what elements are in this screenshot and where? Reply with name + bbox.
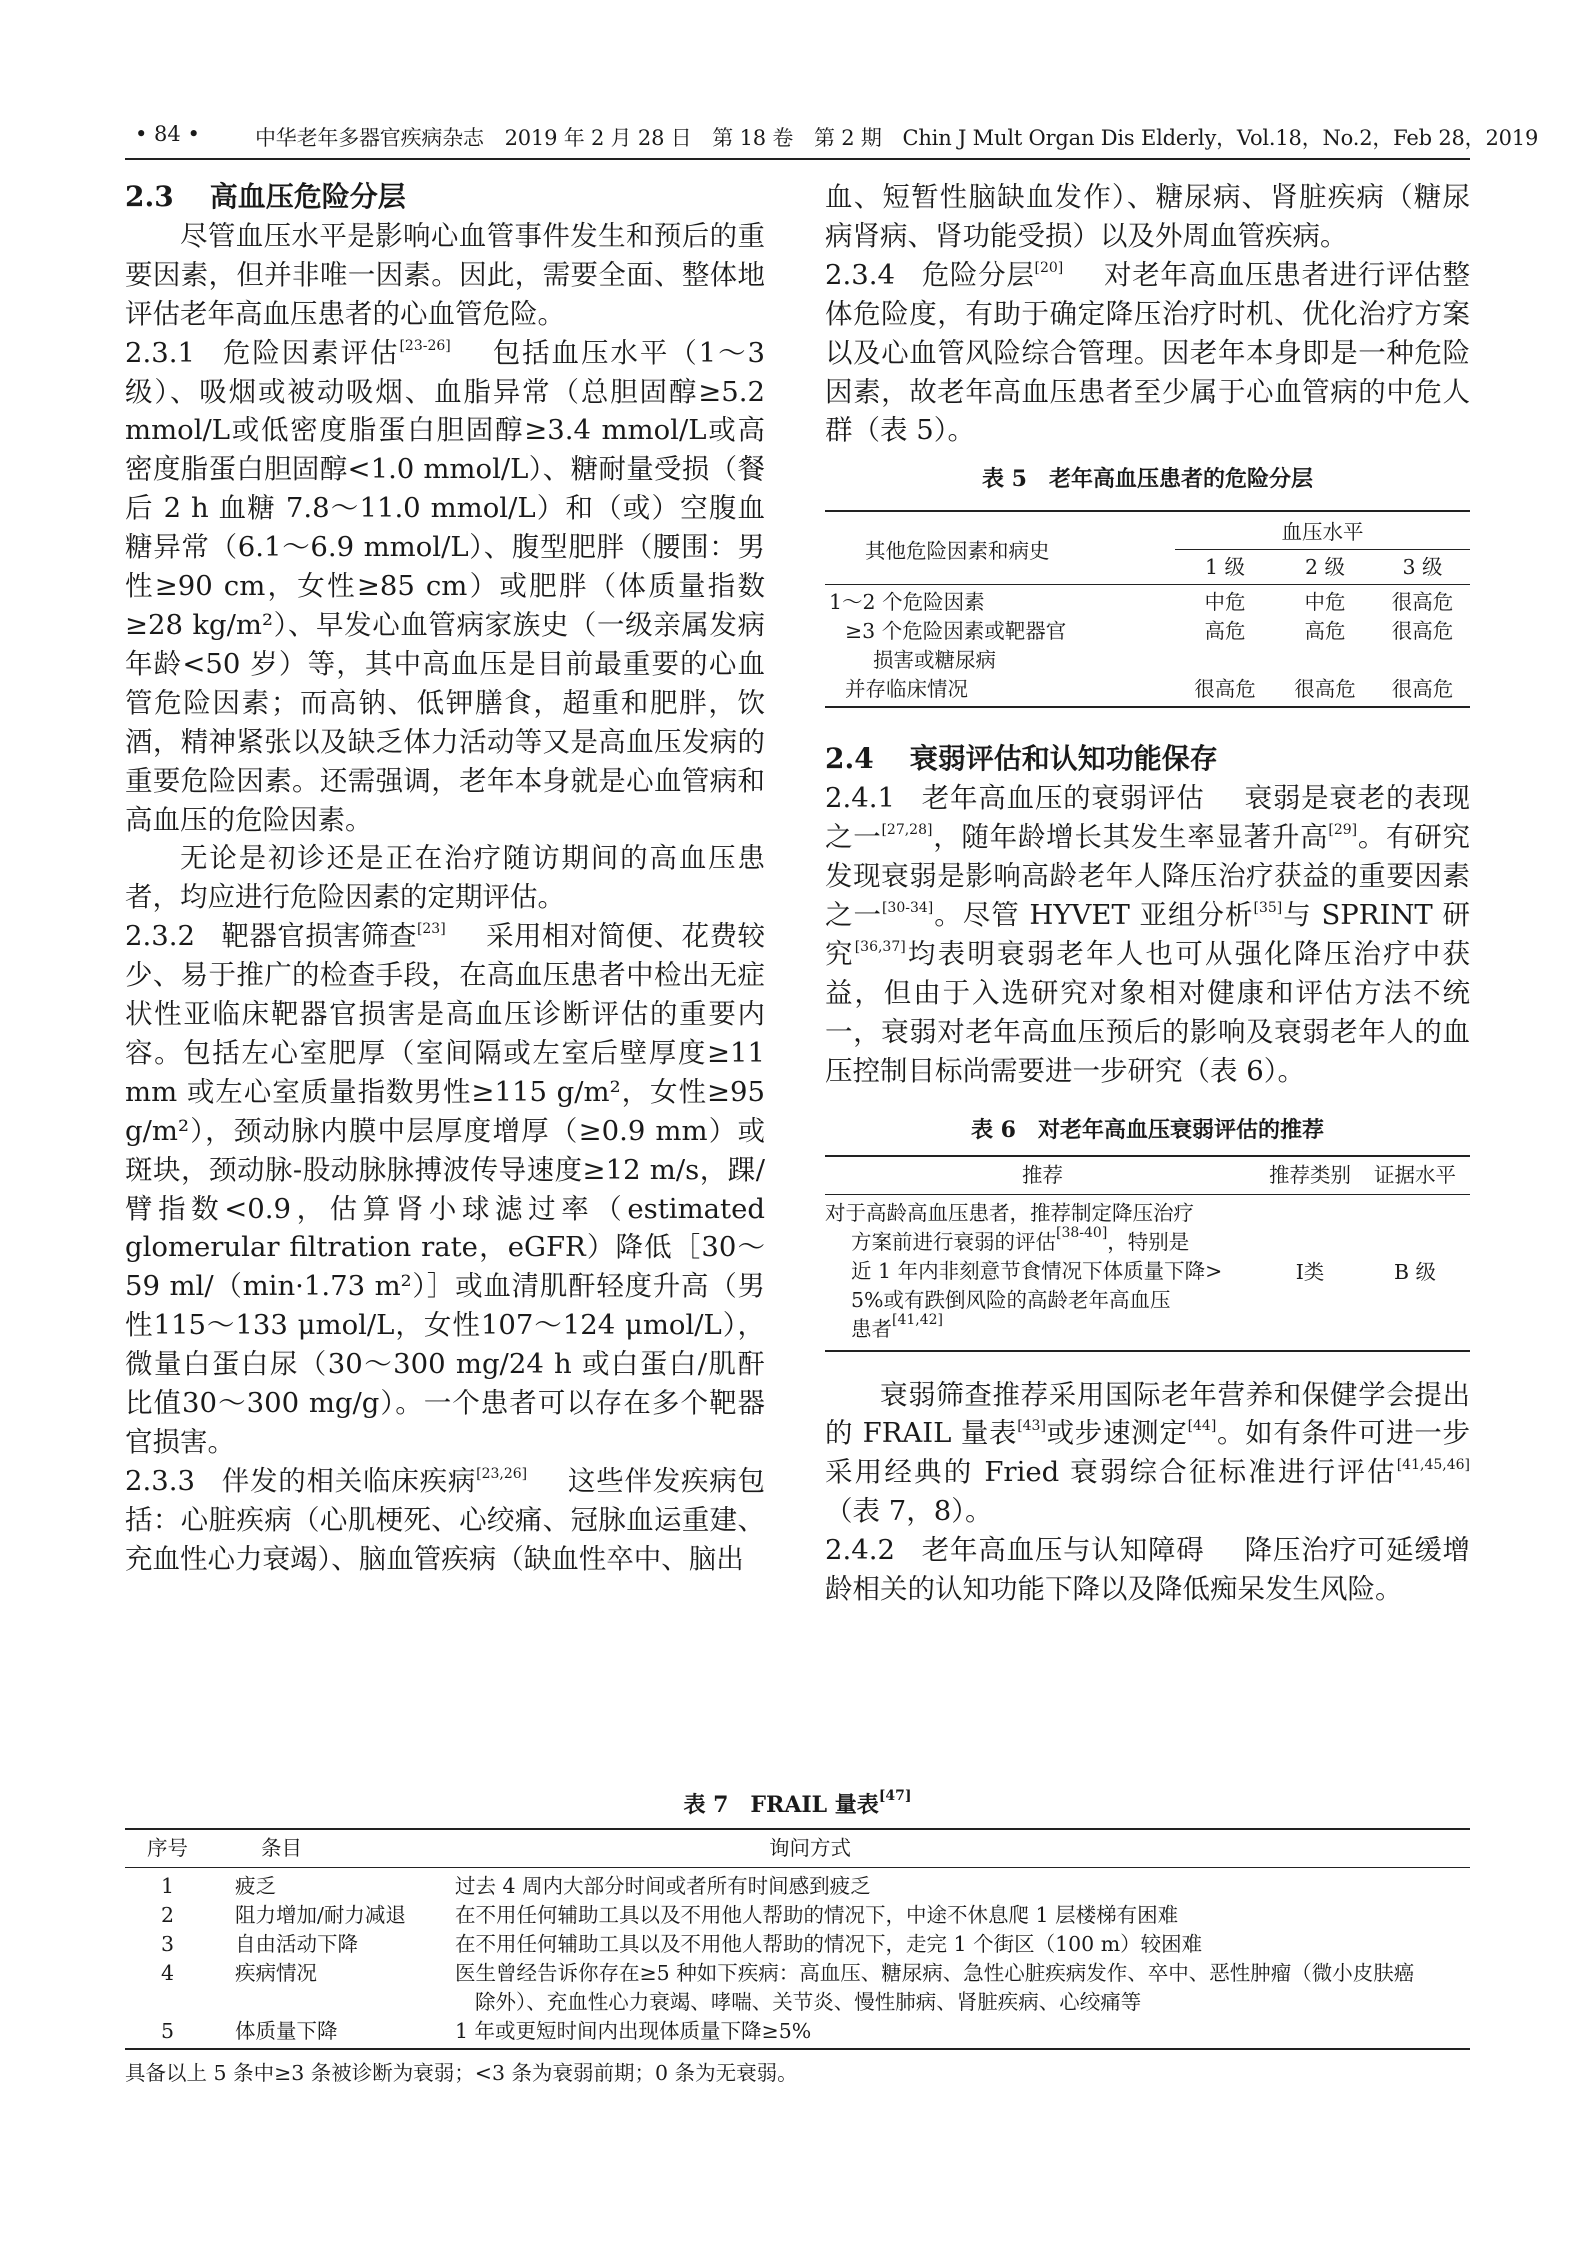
- section-2-4-2: 2.4.2 老年高血压与认知障碍 降压治疗可延缓增龄相关的认知功能下降以及降低痴呆发生风险。: [825, 1534, 1471, 1606]
- table-6-class: Ⅰ类: [1295, 1259, 1325, 1284]
- table-6-caption: 表 6 对老年高血压衰弱评估的推荐: [971, 1116, 1324, 1143]
- left-column: [125, 178, 765, 1579]
- table-5-caption: 表 5 老年高血压患者的危险分层: [982, 466, 1313, 493]
- section-2-3-3-continued: 血、短暂性脑缺血发作）、糖尿病、肾脏疾病（糖尿病肾病、肾功能受损）以及外周血管疾病。: [825, 181, 1470, 252]
- table-7-header-no: 序号: [125, 1829, 225, 1868]
- table-6-header-class: 推荐类别: [1260, 1156, 1360, 1195]
- section-2-3-1: 2.3.1 危险因素评估[23-26] 包括血压水平（1～3 级）、吸烟或被动吸烟、血脂异常（总胆固醇≥5.2 mmol/L或低密度脂蛋白胆固醇≥3.4 mmol/L或高密度脂蛋白胆固醇<1.0 mmol/L）、糖耐量受损（餐后 2 h 血糖 7.8～11.0 mmol/L）和（或）空腹血糖异常（6.1～6.9 mmol/L）、腹型肥胖（腰围：男性≥90 cm，女性≥85 cm）或肥胖（体质量指数≥28 kg/m²）、早发心血管病家族史（一级亲属发病年龄<50 岁）等，其中高血压是目前最重要的心血管危险因素；而高钠、低钾膳食，超重和肥胖，饮酒，精神紧张以及缺乏体力活动等又是高血压发病的重要危险因素。还需强调，老年本身就是心血管病和高血压的危险因素。: [125, 336, 766, 836]
- running-header: [125, 118, 1539, 160]
- citation: [23]: [416, 921, 446, 938]
- citation: [20]: [1034, 259, 1064, 276]
- table-5-level: 1 级: [1204, 555, 1246, 580]
- section-2-3-1-para2: 无论是初诊还是正在治疗随访期间的高血压患者，均应进行危险因素的定期评估。: [125, 842, 765, 914]
- table-row: 并存临床情况 很高危 很高危 很高危: [845, 677, 1454, 702]
- section-2-3-3-title: 伴发的相关临床疾病: [220, 1464, 477, 1497]
- table-row: 4 疾病情况 医生曾经告诉你存在≥5 种如下疾病：高血压、糖尿病、急性心脏疾病发作、卒中、恶性肿瘤（微小皮肤癌 除外）、充血性心力衰竭、哮喘、关节炎、慢性肺病、肾脏疾病、心绞痛等: [161, 1961, 1415, 2014]
- table-6-header-rec: 推荐: [825, 1156, 1260, 1195]
- table-7: [125, 1828, 1470, 2050]
- table-5-level: 3 级: [1402, 555, 1443, 580]
- section-2-4-1: 2.4.1 老年高血压的衰弱评估 衰弱是衰老的表现之一[27,28]，随年龄增长其发生率显著升高[29]。有研究发现衰弱是影响高龄老年人降压治疗获益的重要因素之一[30-34]。尽管 HYVET 亚组分析[35]与 SPRINT 研究[36,37]均表明衰弱老年人也可从强化降压治疗中获益，但由于入选研究对象相对健康和评估方法不统一，衰弱对老年高血压预后的影响及衰弱老年人的血压控制目标尚需要进一步研究（表 6）。: [825, 782, 1471, 1087]
- section-2-4-1-title: 老年高血压的衰弱评估: [920, 782, 1205, 815]
- section-2-3-1-title: 危险因素评估: [220, 336, 400, 369]
- table-row: 5 体质量下降 1 年或更短时间内出现体质量下降≥5%: [161, 2019, 812, 2043]
- section-2-4-2-title: 老年高血压与认知障碍: [920, 1534, 1205, 1567]
- table-row: 1～2 个危险因素 中危 中危 很高危: [825, 585, 1470, 618]
- citation: [23,26]: [476, 1465, 528, 1482]
- table-6-level: B 级: [1393, 1259, 1437, 1284]
- table-7-header-question: 询问方式: [450, 1829, 1470, 1868]
- table-row: 3 自由活动下降 在不用任何辅助工具以及不用他人帮助的情况下，走完 1 个街区（100 m）较困难: [161, 1932, 1203, 1956]
- page-number: • 84 •: [135, 122, 200, 146]
- table-6: [825, 1155, 1470, 1352]
- citation: [23-26]: [399, 337, 451, 354]
- table-row: ≥3 个危险因素或靶器官 损害或糖尿病 高危 高危 很高危: [845, 619, 1454, 673]
- table-7-footnote: 具备以上 5 条中≥3 条被诊断为衰弱；<3 条为衰弱前期；0 条为无衰弱。: [125, 2061, 798, 2085]
- section-2-4-heading: 2.4 衰弱评估和认知功能保存: [825, 742, 1218, 776]
- table-5: [825, 510, 1470, 708]
- section-2-3-4-title: 危险分层: [920, 258, 1035, 291]
- table-5-header-risk: 其他危险因素和病史: [865, 538, 1050, 563]
- table-row: 1 疲乏 过去 4 周内大部分时间或者所有时间感到疲乏: [161, 1874, 871, 1898]
- section-2-3-2: 2.3.2 靶器官损害筛查[23] 采用相对简便、花费较少、易于推广的检查手段，在高血压患者中检出无症状性亚临床靶器官损害是高血压诊断评估的重要内容。包括左心室肥厚（室间隔或左室后壁厚度≥11 mm 或左心室质量指数男性≥115 g/m²，女性≥95 g/m²），颈动脉内膜中层厚度增厚（≥0.9 mm）或斑块，颈动脉-股动脉脉搏波传导速度≥12 m/s，踝/臂指数<0.9，估算肾小球滤过率（estimated glomerular filtration rate，eGFR）降低［30～59 ml/（min·1.73 m²）］或血清肌酐轻度升高（男性115～133 μmol/L，女性107～124 μmol/L），微量白蛋白尿（30～300 mg/24 h 或白蛋白/肌酐比值30～300 mg/g）。一个患者可以存在多个靶器官损害。: [125, 920, 766, 1458]
- table-7-block: [125, 1790, 1470, 2088]
- table-row: [825, 1194, 1470, 1351]
- table-row: 2 阻力增加/耐力减退 在不用任何辅助工具以及不用他人帮助的情况下，中途不休息爬 1 层楼梯有困难: [161, 1903, 1179, 1927]
- section-2-3-3: 2.3.3 伴发的相关临床疾病[23,26] 这些伴发疾病包括：心脏疾病（心肌梗死、心绞痛、冠脉血运重建、充血性心力衰竭）、脑血管疾病（缺血性卒中、脑出: [125, 1464, 766, 1575]
- table-5-header-bp: 血压水平: [1175, 511, 1470, 550]
- section-2-3-2-title: 靶器官损害筛查: [220, 920, 417, 953]
- section-2-3-4: 2.3.4 危险分层[20] 对老年高血压患者进行评估整体危险度，有助于确定降压治疗时机、优化治疗方案以及心血管风险综合管理。因老年本身即是一种危险因素，故老年高血压患者至少属于心血管病的中危人群（表 5）。: [825, 258, 1470, 447]
- table-5-level: 2 级: [1304, 555, 1346, 580]
- journal-citation: 中华老年多器官疾病杂志 2019 年 2 月 28 日 第 18 卷 第 2 期 Chin J Mult Organ Dis Elderly，Vol.18，No.2，Feb 28，2019: [255, 126, 1539, 150]
- table-7-caption: 表 7 FRAIL 量表[47]: [683, 1788, 912, 1818]
- table-6-header-level: 证据水平: [1360, 1156, 1470, 1195]
- section-2-3-heading: 2.3 高血压危险分层: [125, 180, 406, 213]
- frail-paragraph: 衰弱筛查推荐采用国际老年营养和保健学会提出的 FRAIL 量表[43]或步速测定[44]。如有条件可进一步采用经典的 Fried 衰弱综合征标准进行评估[41,45,46]（表 7，8）。: [825, 1378, 1470, 1528]
- table-6-recommendation: 对于高龄高血压患者，推荐制定降压治疗 方案前进行衰弱的评估[38-40]，特别是 近 1 年内非刻意节食情况下体质量下降> 5%或有跌倒风险的高龄老年高血压 患者[41,42]: [825, 1200, 1223, 1341]
- table-7-header-item: 条目: [225, 1829, 450, 1868]
- right-column: [825, 178, 1470, 1609]
- section-2-3-intro: 尽管血压水平是影响心血管事件发生和预后的重要因素，但并非唯一因素。因此，需要全面、整体地评估老年高血压患者的心血管危险。: [125, 219, 765, 330]
